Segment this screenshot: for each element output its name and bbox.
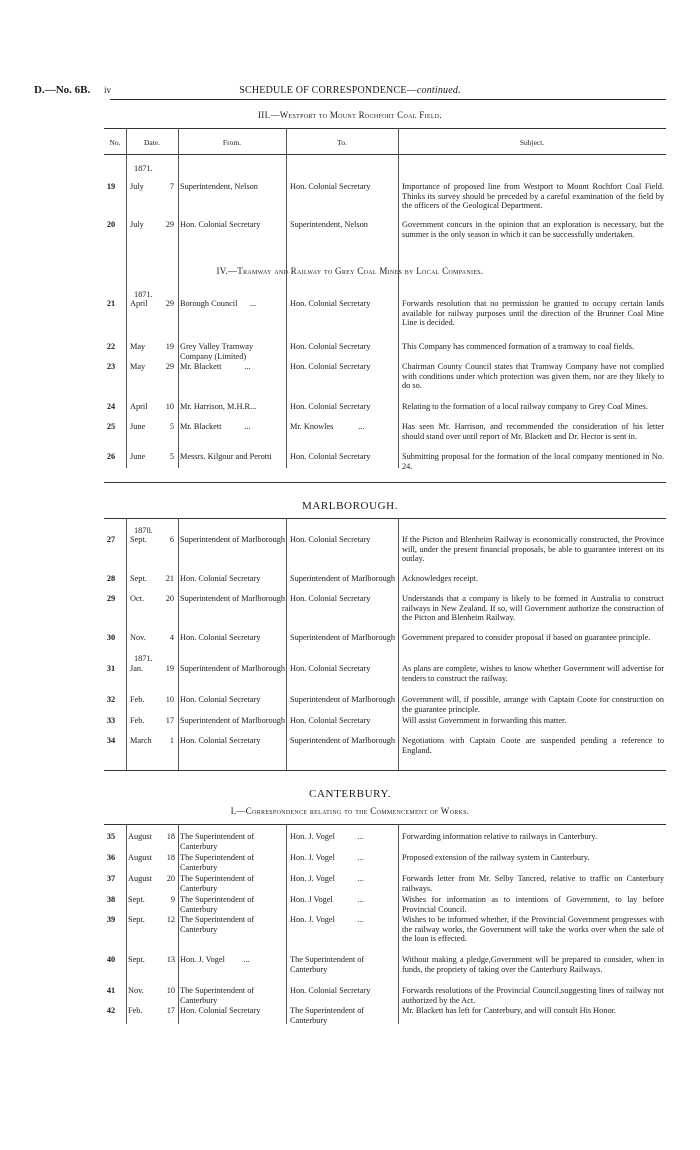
row-subject: Importance of proposed line from Westport to Mount Rochfort Coal Field. Thinks its survey should be preceded by a careful examination of the field by the officers of the Geological Department.	[402, 182, 664, 211]
row-from: The Superintendent of Canterbury	[180, 853, 255, 872]
row-month: May	[130, 342, 146, 351]
column-rule	[178, 128, 179, 468]
row-day: 29	[165, 299, 174, 308]
row-number: 29	[106, 594, 116, 603]
column-rule	[178, 518, 179, 770]
row-day: 6	[169, 535, 174, 544]
row-to: Hon. Colonial Secretary	[290, 342, 371, 351]
row-subject: Forwarding information relative to railways in Canterbury.	[402, 832, 598, 841]
row-number: 33	[106, 716, 116, 725]
row-to: Hon. Colonial Secretary	[290, 182, 371, 191]
row-number: 26	[106, 452, 116, 461]
row-to: Hon. Colonial Secretary	[290, 664, 371, 673]
year-label: 1871.	[134, 654, 153, 663]
row-day: 7	[169, 182, 174, 191]
row-number: 39	[106, 915, 116, 924]
row-number: 31	[106, 664, 116, 673]
page-number: iv	[104, 85, 112, 95]
col-header-from: From.	[222, 138, 242, 147]
row-to: Hon. Colonial Secretary	[290, 535, 371, 544]
row-month: Sept.	[128, 915, 145, 924]
row-number: 27	[106, 535, 116, 544]
canterbury-top-rule	[104, 824, 666, 825]
marlborough-top-rule	[104, 518, 666, 519]
row-from: Superintendent of Marlborough	[180, 535, 286, 544]
row-month: Sept.	[130, 574, 147, 583]
row-month: April	[130, 299, 148, 308]
column-rule	[398, 128, 399, 468]
row-day: 10	[165, 402, 174, 411]
row-month: August	[128, 832, 152, 841]
section-title-canterbury-1: I.—Correspondence relating to the Commencement of Works.	[230, 806, 470, 816]
row-month: July	[130, 182, 144, 191]
row-month: August	[128, 853, 152, 862]
row-day: 29	[165, 220, 174, 229]
row-subject: As plans are complete, wishes to know whether Government will advertise for tenders to construct the railway.	[402, 664, 664, 683]
section-title-canterbury: CANTERBURY.	[309, 788, 391, 800]
row-month: Feb.	[128, 1006, 143, 1015]
row-from: Messrs. Kilgour and Perotti	[180, 452, 272, 461]
row-number: 32	[106, 695, 116, 704]
page-header	[34, 84, 666, 98]
col-header-to: To.	[337, 138, 347, 147]
row-to: Hon. Colonial Secretary	[290, 594, 371, 603]
column-rule	[178, 824, 179, 1024]
row-from: Hon. Colonial Secretary	[180, 574, 261, 583]
row-day: 20	[165, 594, 174, 603]
row-month: Feb.	[130, 716, 145, 725]
row-from: The Superintendent of Canterbury	[180, 915, 255, 934]
row-to: Mr. Knowles ...	[290, 422, 365, 431]
row-month: Nov.	[128, 986, 144, 995]
column-rule	[126, 518, 127, 770]
row-to: Superintendent of Marlborough	[290, 736, 396, 745]
row-month: June	[130, 422, 146, 431]
row-month: April	[130, 402, 148, 411]
row-from: Hon. Colonial Secretary	[180, 1006, 261, 1015]
row-day: 17	[166, 1006, 175, 1015]
row-from: The Superintendent of Canterbury	[180, 895, 255, 914]
row-number: 42	[106, 1006, 116, 1015]
row-day: 9	[170, 895, 175, 904]
row-to: Hon. J. Vogel ...	[290, 874, 364, 883]
row-number: 24	[106, 402, 116, 411]
row-day: 4	[169, 633, 174, 642]
row-day: 18	[166, 832, 175, 841]
row-subject: Government prepared to consider proposal if based on guarantee principle.	[402, 633, 651, 642]
row-subject: Without making a pledge,Government will be prepared to consider, when in funds, the propriety of taking over the Canterbury Railways.	[402, 955, 664, 974]
table-head-rule	[104, 154, 666, 155]
row-month: Sept.	[128, 955, 145, 964]
row-to: Hon. Colonial Secretary	[290, 362, 371, 371]
row-from: Superintendent of Marlborough	[180, 664, 286, 673]
row-to: Hon. Colonial Secretary	[290, 402, 371, 411]
row-day: 20	[166, 874, 175, 883]
row-subject: Chairman County Council states that Tramway Company have not complied with conditions under which protection was given them, nor are they likely to do so.	[402, 362, 664, 391]
row-subject: Proposed extension of the railway system in Canterbury.	[402, 853, 590, 862]
row-subject: If the Picton and Blenheim Railway is economically constructed, the Province will, under the present financial proposals, be able to guarantee interest on its outlay.	[402, 535, 664, 564]
row-subject: Forwards letter from Mr. Selby Tancred, relative to traffic on Canterbury railways.	[402, 874, 664, 893]
row-from: Mr. Harrison, M.H.R...	[180, 402, 257, 411]
row-number: 23	[106, 362, 116, 371]
row-number: 30	[106, 633, 116, 642]
section-end-rule	[104, 770, 666, 771]
row-day: 1	[169, 736, 174, 745]
row-day: 10	[166, 986, 175, 995]
row-subject: Government concurs in the opinion that an exploration is necessary, but the summer is the only season in which it can be successfully undertaken.	[402, 220, 664, 239]
column-rule	[398, 518, 399, 770]
row-month: Sept.	[130, 535, 147, 544]
row-from: Hon. Colonial Secretary	[180, 695, 261, 704]
row-number: 37	[106, 874, 116, 883]
row-subject: Understands that a company is likely to be formed in Australia to construct railways in New Zealand. If so, will Government authorize the construction of the Picton and Blenheim Railway.	[402, 594, 664, 623]
row-subject: This Company has commenced formation of a tramway to coal fields.	[402, 342, 635, 351]
row-number: 19	[106, 182, 116, 191]
row-from: Hon. Colonial Secretary	[180, 736, 261, 745]
row-subject: Government will, if possible, arrange with Captain Coote for construction on the guarantee principle.	[402, 695, 664, 714]
row-subject: Wishes for information as to intentions of Government, to lay before Provincial Council.	[402, 895, 664, 914]
row-from: The Superintendent of Canterbury	[180, 986, 255, 1005]
col-header-no: No.	[109, 138, 121, 147]
column-rule	[286, 128, 287, 468]
row-number: 25	[106, 422, 116, 431]
row-subject: Mr. Blackett has left for Canterbury, and will consult His Honor.	[402, 1006, 616, 1015]
document-code: D.—No. 6B.	[34, 84, 91, 96]
row-number: 38	[106, 895, 116, 904]
row-from: Hon. Colonial Secretary	[180, 220, 261, 229]
column-rule	[126, 128, 127, 468]
row-to: Superintendent, Nelson	[290, 220, 368, 229]
row-from: Grey Valley Tramway Company (Limited)	[180, 342, 254, 361]
row-day: 21	[165, 574, 174, 583]
row-day: 13	[166, 955, 175, 964]
row-number: 40	[106, 955, 116, 964]
column-rule	[286, 824, 287, 1024]
row-subject: Has seen Mr. Harrison, and recommended the consideration of his letter should stand over until report of Mr. Blackett and Dr. Hector is sent in.	[402, 422, 664, 441]
row-day: 19	[165, 664, 174, 673]
row-from: Hon. Colonial Secretary	[180, 633, 261, 642]
section-end-rule	[104, 482, 666, 483]
col-header-subject: Subject.	[519, 138, 545, 147]
row-month: Feb.	[130, 695, 145, 704]
row-number: 41	[106, 986, 116, 995]
row-to: Hon. Colonial Secretary	[290, 716, 371, 725]
row-number: 34	[106, 736, 116, 745]
row-number: 21	[106, 299, 116, 308]
row-to: Superintendent of Marlborough	[290, 633, 396, 642]
row-month: May	[130, 362, 146, 371]
row-to: Hon. Colonial Secretary	[290, 299, 371, 308]
year-label: 1871.	[134, 290, 153, 299]
row-from: Hon. J. Vogel ...	[180, 955, 250, 964]
row-to: Hon. Colonial Secretary	[290, 452, 371, 461]
row-from: Superintendent, Nelson	[180, 182, 258, 191]
row-to: Hon. J. Vogel ...	[290, 853, 364, 862]
col-header-date: Date.	[143, 138, 161, 147]
section-title-marlborough: MARLBOROUGH.	[301, 500, 399, 512]
table-top-rule	[104, 128, 666, 129]
row-month: March	[130, 736, 152, 745]
page-title: SCHEDULE OF CORRESPONDENCE—continued.	[239, 85, 461, 96]
row-day: 5	[169, 422, 174, 431]
row-to: Hon. Colonial Secretary	[290, 986, 371, 995]
row-subject: Forwards resolutions of the Provincial Council,suggesting lines of railway not authorized by the Act.	[402, 986, 664, 1005]
row-day: 29	[165, 362, 174, 371]
row-day: 5	[169, 452, 174, 461]
row-number: 28	[106, 574, 116, 583]
row-month: July	[130, 220, 144, 229]
row-day: 17	[165, 716, 174, 725]
row-subject: Relating to the formation of a local railway company to Grey Coal Mines.	[402, 402, 648, 411]
row-from: Mr. Blackett ...	[180, 362, 251, 371]
row-from: Borough Council ...	[180, 299, 257, 308]
row-month: Sept.	[128, 895, 145, 904]
row-to: Hon. J Vogel ...	[290, 895, 364, 904]
row-day: 19	[165, 342, 174, 351]
row-day: 10	[165, 695, 174, 704]
column-rule	[126, 824, 127, 1024]
row-subject: Submitting proposal for the formation of the local company mentioned in No. 24.	[402, 452, 664, 471]
row-to: Superintendent of Marlborough	[290, 574, 396, 583]
row-from: Superintendent of Marlborough	[180, 594, 286, 603]
row-number: 20	[106, 220, 116, 229]
row-to: The Superintendent of Canterbury	[290, 955, 365, 974]
row-day: 12	[166, 915, 175, 924]
row-month: Nov.	[130, 633, 146, 642]
row-to: Superintendent of Marlborough	[290, 695, 396, 704]
row-subject: Negotiations with Captain Coote are suspended pending a reference to England.	[402, 736, 664, 755]
row-to: The Superintendent of Canterbury	[290, 1006, 365, 1025]
row-month: Oct.	[130, 594, 145, 603]
column-rule	[286, 518, 287, 770]
row-to: Hon. J. Vogel ...	[290, 915, 364, 924]
row-number: 22	[106, 342, 116, 351]
section-title-4: IV.—Tramway and Railway to Grey Coal Mines by Local Companies.	[216, 266, 484, 276]
row-from: The Superintendent of Canterbury	[180, 832, 255, 851]
row-to: Hon. J. Vogel ...	[290, 832, 364, 841]
year-label: 1870.	[134, 526, 153, 535]
row-from: Superintendent of Marlborough	[180, 716, 286, 725]
header-rule	[110, 99, 666, 100]
row-number: 35	[106, 832, 116, 841]
row-month: Jan.	[130, 664, 144, 673]
row-month: August	[128, 874, 152, 883]
row-subject: Will assist Government in forwarding this matter.	[402, 716, 567, 725]
row-day: 18	[166, 853, 175, 862]
section-title-3: III.—Westport to Mount Rochfort Coal Field.	[258, 110, 442, 120]
row-subject: Wishes to be informed whether, if the Provincial Government progresses with the railway works, the Government will take the works over when the sale of the loan is effected.	[402, 915, 664, 944]
row-subject: Acknowledges receipt.	[402, 574, 479, 583]
column-rule	[398, 824, 399, 1024]
year-label: 1871.	[134, 164, 153, 173]
row-from: Mr. Blackett ...	[180, 422, 251, 431]
row-from: The Superintendent of Canterbury	[180, 874, 255, 893]
row-month: June	[130, 452, 146, 461]
row-subject: Forwards resolution that no permission be granted to occupy certain lands available for railway purposes until the direction of the Brunner Coal Mine Line is decided.	[402, 299, 664, 328]
row-number: 36	[106, 853, 116, 862]
